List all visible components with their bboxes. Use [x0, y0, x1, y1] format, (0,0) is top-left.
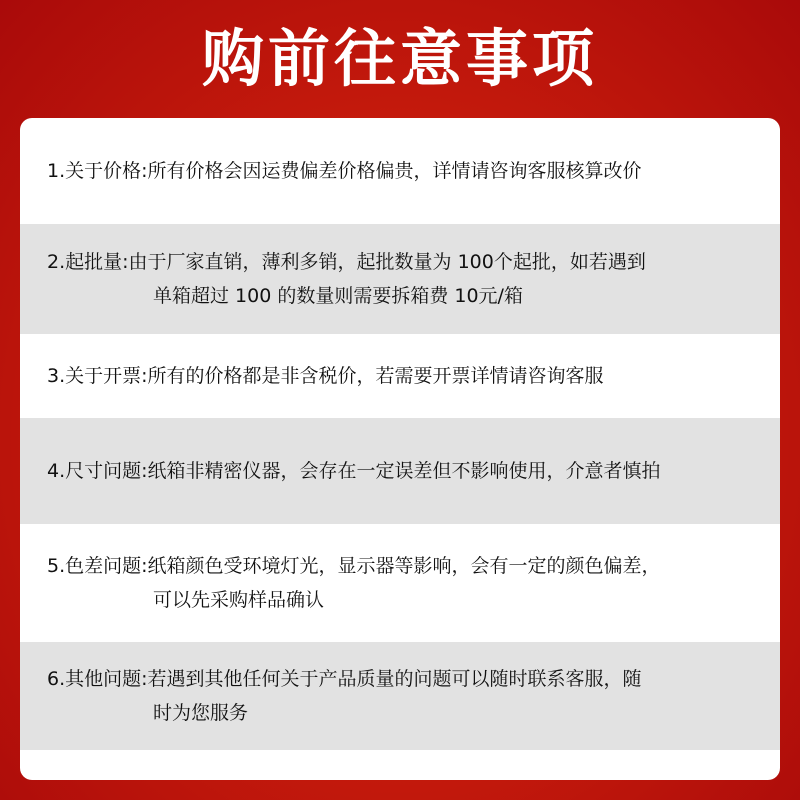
notice-text-continued: 可以先采购样品确认: [153, 589, 325, 611]
notice-text: 5.色差问题:纸箱颜色受环境灯光，显示器等影响，会有一定的颜色偏差，: [47, 555, 661, 577]
notice-text-continued: 时为您服务: [153, 702, 249, 724]
notice-text: 2.起批量:由于厂家直销，薄利多销，起批数量为 100个起批，如若遇到: [47, 251, 646, 273]
notice-text: 4.尺寸问题:纸箱非精密仪器，会存在一定误差但不影响使用，介意者慎拍: [47, 460, 661, 482]
notice-item-price: [20, 118, 780, 224]
notice-item-size: [20, 418, 780, 524]
notice-text-continued: 单箱超过 100 的数量则需要拆箱费 10元/箱: [153, 285, 523, 307]
notice-item-other: [20, 642, 780, 750]
notice-text: 3.关于开票:所有的价格都是非含税价，若需要开票详情请咨询客服: [47, 365, 604, 387]
notice-text: 6.其他问题:若遇到其他任何关于产品质量的问题可以随时联系客服，随: [47, 668, 642, 690]
notice-item-color: [20, 524, 780, 642]
page-title: 购前往意事项: [201, 22, 598, 95]
notice-item-invoice: [20, 334, 780, 418]
notice-panel: [20, 118, 780, 780]
notice-item-min-order: [20, 224, 780, 334]
notice-text: 1.关于价格:所有价格会因运费偏差价格偏贵，详情请咨询客服核算改价: [47, 160, 642, 182]
